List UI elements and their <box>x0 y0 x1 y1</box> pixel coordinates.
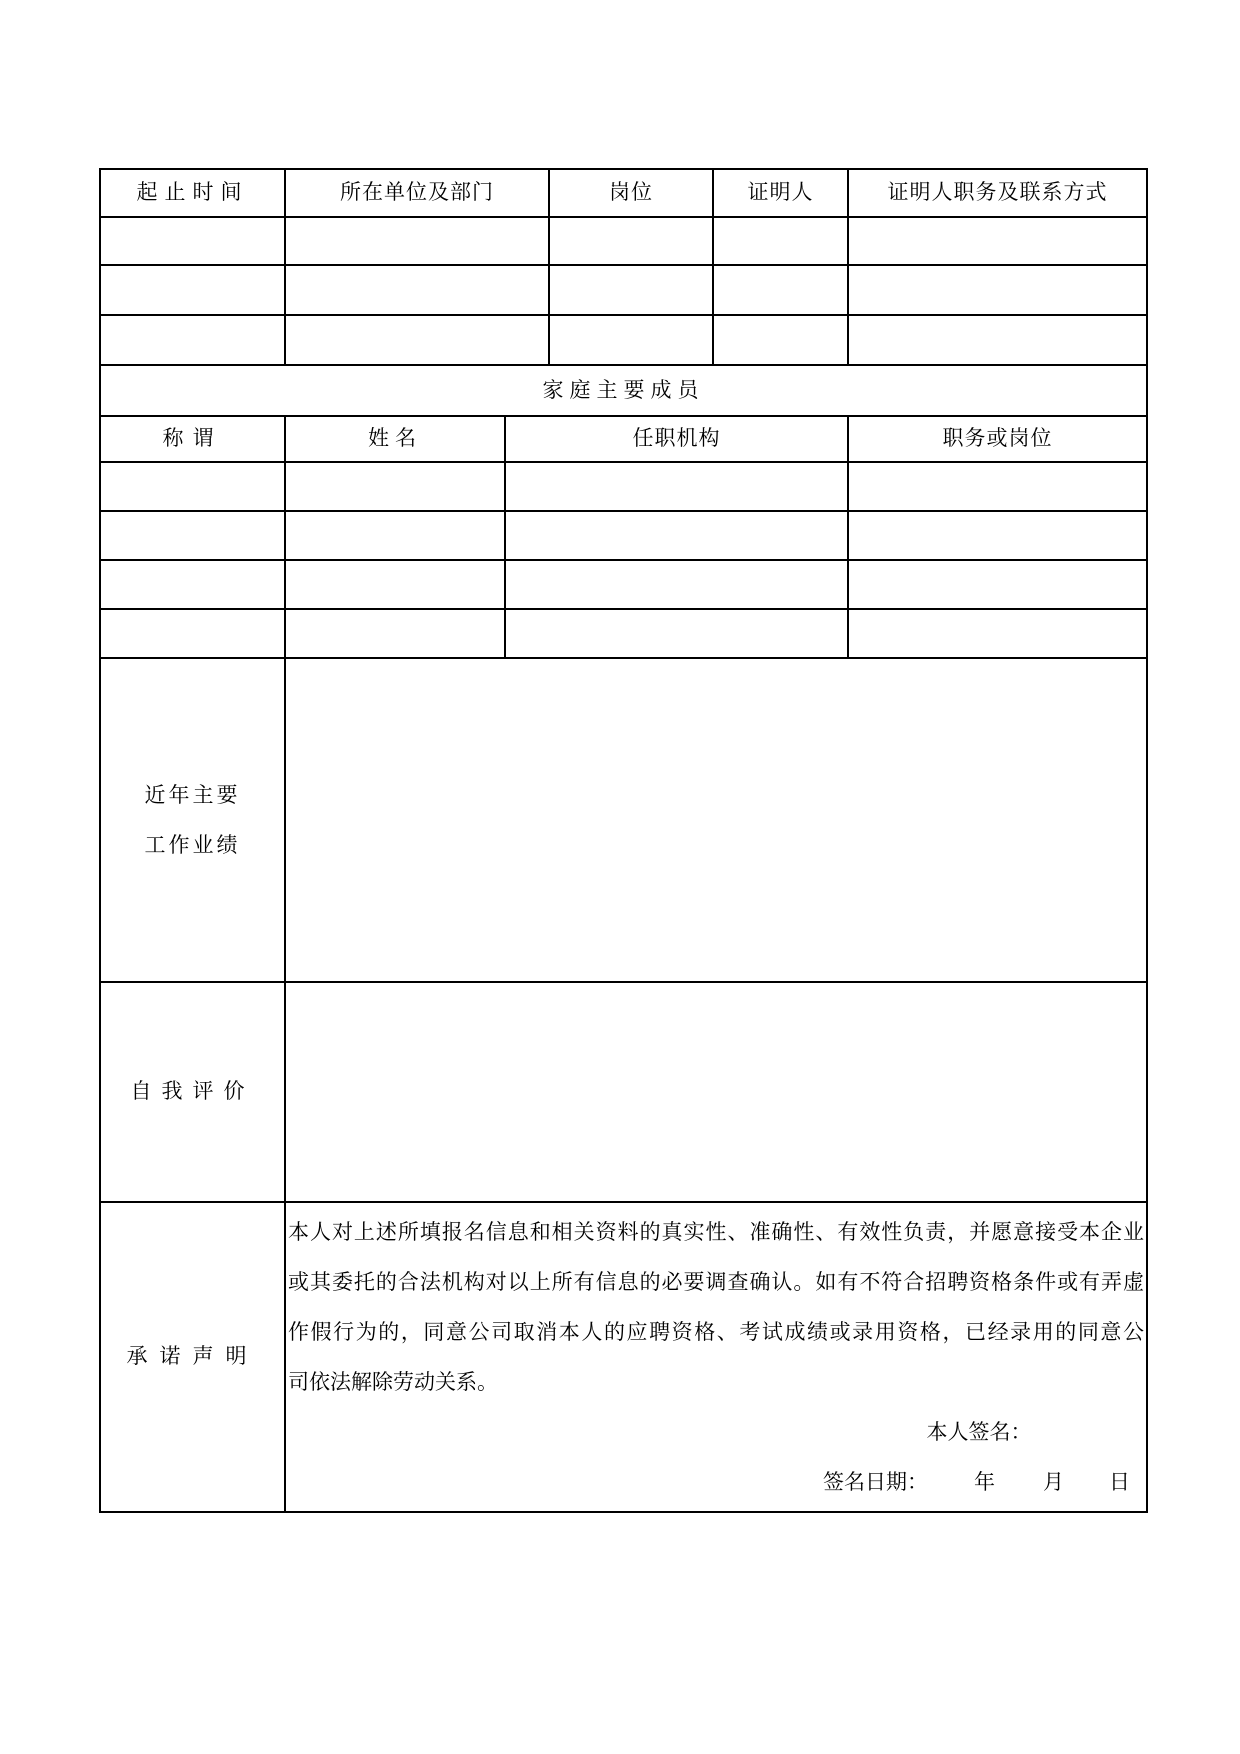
header-employer-department: 所在单位及部门 <box>285 169 549 217</box>
empty-cell <box>848 217 1147 265</box>
empty-cell <box>713 315 848 365</box>
family-row <box>100 462 1147 511</box>
achievements-row <box>100 658 1147 982</box>
empty-cell <box>100 462 285 511</box>
empty-cell <box>285 560 505 609</box>
commitment-label-cell <box>100 1202 285 1512</box>
achievements-content-cell <box>285 658 1147 982</box>
header-relation: 称谓 <box>100 416 285 462</box>
work-history-row <box>100 315 1147 365</box>
empty-cell <box>848 560 1147 609</box>
commitment-label: 承诺声明 <box>126 1344 259 1369</box>
empty-cell <box>848 265 1147 315</box>
work-history-row <box>100 217 1147 265</box>
statement-line-4: 司依法解除劳动关系。 <box>288 1370 498 1394</box>
empty-cell <box>848 315 1147 365</box>
empty-cell <box>100 609 285 658</box>
empty-cell <box>100 511 285 560</box>
signature-label: 本人签名： <box>926 1420 1032 1444</box>
empty-cell <box>100 217 285 265</box>
empty-cell <box>848 609 1147 658</box>
header-reference-contact: 证明人职务及联系方式 <box>848 169 1147 217</box>
empty-cell <box>285 462 505 511</box>
empty-cell <box>285 217 549 265</box>
work-history-row <box>100 265 1147 315</box>
work-history-header-row <box>100 169 1147 217</box>
statement-line-2: 或其委托的合法机构对以上所有信息的必要调查确认。如有不符合招聘资格条件或有弄虚 <box>288 1270 1144 1294</box>
family-row <box>100 511 1147 560</box>
header-family-organization: 任职机构 <box>505 416 848 462</box>
achievements-label-line-2: 工作业绩 <box>144 833 241 857</box>
achievements-label-line-1: 近年主要 <box>144 783 241 807</box>
header-family-position: 职务或岗位 <box>848 416 1147 462</box>
year-label: 年 <box>974 1470 995 1494</box>
empty-cell <box>505 462 848 511</box>
empty-cell <box>505 560 848 609</box>
empty-cell <box>285 609 505 658</box>
signature-line <box>286 1407 1146 1457</box>
header-reference-person: 证明人 <box>713 169 848 217</box>
commitment-row <box>100 1202 1147 1512</box>
family-row <box>100 609 1147 658</box>
signature-date-line <box>286 1457 1146 1507</box>
header-start-end-time: 起止时间 <box>100 169 285 217</box>
header-position: 岗位 <box>549 169 713 217</box>
empty-cell <box>100 315 285 365</box>
empty-cell <box>285 265 549 315</box>
family-header-row <box>100 416 1147 462</box>
empty-cell <box>549 217 713 265</box>
family-section-title-row <box>100 365 1147 416</box>
empty-cell <box>505 609 848 658</box>
achievements-label <box>100 658 285 982</box>
empty-cell <box>100 560 285 609</box>
empty-cell <box>848 511 1147 560</box>
self-evaluation-label-cell <box>100 982 285 1202</box>
self-evaluation-row <box>100 982 1147 1202</box>
family-section-title: 家庭主要成员 <box>100 365 1147 416</box>
empty-cell <box>100 265 285 315</box>
empty-cell <box>713 265 848 315</box>
self-evaluation-label: 自我评价 <box>130 1079 255 1104</box>
empty-cell <box>848 462 1147 511</box>
date-label: 签名日期： <box>823 1470 928 1494</box>
empty-cell <box>549 265 713 315</box>
empty-cell <box>285 511 505 560</box>
statement-line-1: 本人对上述所填报名信息和相关资料的真实性、准确性、有效性负责，并愿意接受本企业 <box>288 1220 1144 1244</box>
empty-cell <box>285 315 549 365</box>
header-family-name: 姓名 <box>285 416 505 462</box>
commitment-content-cell <box>285 1202 1147 1512</box>
family-row <box>100 560 1147 609</box>
self-evaluation-content-cell <box>285 982 1147 1202</box>
month-label: 月 <box>1043 1470 1064 1494</box>
statement-line-3: 作假行为的，同意公司取消本人的应聘资格、考试成绩或录用资格，已经录用的同意公 <box>288 1320 1144 1344</box>
application-form-table <box>99 168 1148 1513</box>
empty-cell <box>713 217 848 265</box>
empty-cell <box>549 315 713 365</box>
empty-cell <box>505 511 848 560</box>
day-label: 日 <box>1109 1470 1130 1494</box>
